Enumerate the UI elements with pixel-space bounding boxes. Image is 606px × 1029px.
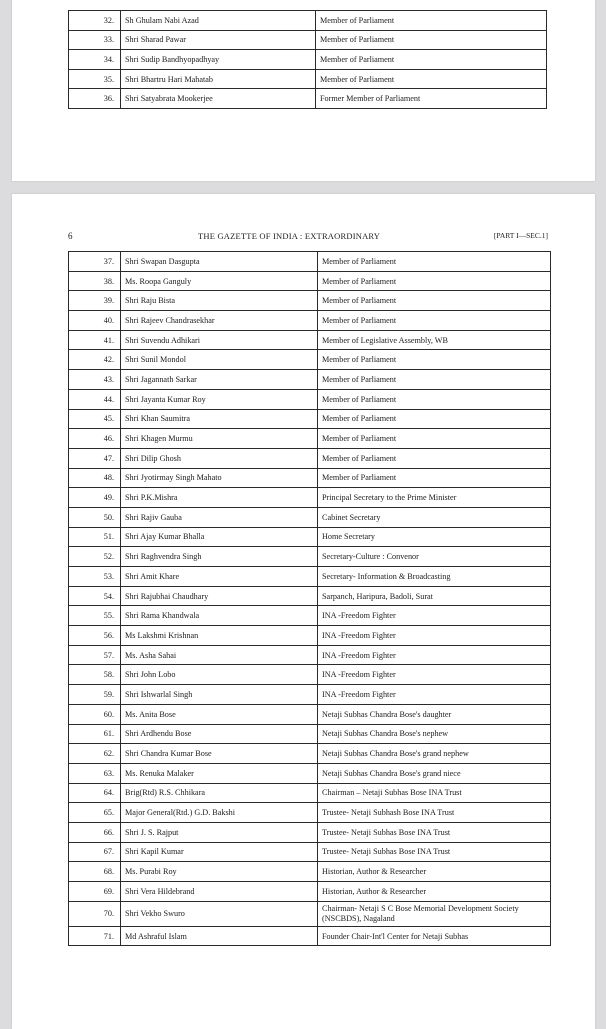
name-cell: Brig(Rtd) R.S. Chhikara (121, 783, 318, 803)
serial-number-cell: 50. (69, 507, 121, 527)
name-cell: Sh Ghulam Nabi Azad (121, 11, 316, 31)
table-row (69, 822, 551, 842)
serial-number-cell: 62. (69, 744, 121, 764)
designation-cell: Netaji Subhas Chandra Bose's daughter (318, 704, 551, 724)
designation-cell: Member of Parliament (318, 468, 551, 488)
designation-cell: Member of Parliament (318, 291, 551, 311)
designation-cell: Trustee- Netaji Subhas Bose INA Trust (318, 822, 551, 842)
serial-number-cell: 67. (69, 842, 121, 862)
table-row (69, 89, 547, 109)
name-cell: Shri J. S. Rajput (121, 822, 318, 842)
name-cell: Shri Raghvendra Singh (121, 547, 318, 567)
serial-number-cell: 41. (69, 330, 121, 350)
serial-number-cell: 40. (69, 311, 121, 331)
name-cell: Shri Sunil Mondol (121, 350, 318, 370)
designation-cell: Member of Parliament (318, 271, 551, 291)
designation-cell: Cabinet Secretary (318, 507, 551, 527)
name-cell: Ms. Anita Bose (121, 704, 318, 724)
table-row (69, 448, 551, 468)
name-cell: Shri Satyabrata Mookerjee (121, 89, 316, 109)
name-cell: Ms. Asha Sahai (121, 645, 318, 665)
page-header (68, 231, 548, 243)
name-cell: Shri Dilip Ghosh (121, 448, 318, 468)
serial-number-cell: 49. (69, 488, 121, 508)
serial-number-cell: 60. (69, 704, 121, 724)
name-cell: Shri Ishwarlal Singh (121, 685, 318, 705)
serial-number-cell: 47. (69, 448, 121, 468)
table-row (69, 724, 551, 744)
serial-number-cell: 59. (69, 685, 121, 705)
table-row (69, 409, 551, 429)
designation-cell: Chairman- Netaji S C Bose Memorial Development Society (NSCBDS), Nagaland (318, 901, 551, 926)
name-cell: Md Ashraful Islam (121, 926, 318, 946)
designation-cell: Member of Parliament (316, 11, 547, 31)
table-row (69, 842, 551, 862)
serial-number-cell: 45. (69, 409, 121, 429)
name-cell: Shri Rajeev Chandrasekhar (121, 311, 318, 331)
serial-number-cell: 36. (69, 89, 121, 109)
table-row (69, 69, 547, 89)
serial-number-cell: 48. (69, 468, 121, 488)
designation-cell: Secretary-Culture : Convenor (318, 547, 551, 567)
designation-cell: INA -Freedom Fighter (318, 685, 551, 705)
name-cell: Shri John Lobo (121, 665, 318, 685)
designation-cell: Member of Parliament (318, 448, 551, 468)
designation-cell: Historian, Author & Researcher (318, 862, 551, 882)
table-row (69, 252, 551, 272)
gazette-page-bottom (12, 194, 595, 1029)
name-cell: Shri Raju Bista (121, 291, 318, 311)
serial-number-cell: 54. (69, 586, 121, 606)
serial-number-cell: 58. (69, 665, 121, 685)
serial-number-cell: 69. (69, 882, 121, 902)
designation-cell: Netaji Subhas Chandra Bose's grand nephew (318, 744, 551, 764)
designation-cell: Principal Secretary to the Prime Minister (318, 488, 551, 508)
serial-number-cell: 42. (69, 350, 121, 370)
serial-number-cell: 55. (69, 606, 121, 626)
table-row (69, 862, 551, 882)
name-cell: Shri Amit Khare (121, 567, 318, 587)
table-row (69, 429, 551, 449)
designation-cell: INA -Freedom Fighter (318, 606, 551, 626)
name-cell: Shri Vekho Swuro (121, 901, 318, 926)
designation-cell: Member of Parliament (318, 409, 551, 429)
name-cell: Shri Chandra Kumar Bose (121, 744, 318, 764)
name-cell: Shri Khagen Murmu (121, 429, 318, 449)
serial-number-cell: 51. (69, 527, 121, 547)
designation-cell: Trustee- Netaji Subhas Bose INA Trust (318, 842, 551, 862)
table-row (69, 567, 551, 587)
table-row (69, 586, 551, 606)
part-section: [PART I—SEC.1] (493, 231, 548, 240)
designation-cell: Sarpanch, Haripura, Badoli, Surat (318, 586, 551, 606)
serial-number-cell: 33. (69, 30, 121, 50)
table-row (69, 507, 551, 527)
table-row (69, 30, 547, 50)
name-cell: Shri Rajiv Gauba (121, 507, 318, 527)
name-cell: Major General(Rtd.) G.D. Bakshi (121, 803, 318, 823)
designation-cell: Member of Parliament (316, 69, 547, 89)
name-cell: Shri Vera Hildebrand (121, 882, 318, 902)
designation-cell: Member of Parliament (318, 429, 551, 449)
designation-cell: INA -Freedom Fighter (318, 626, 551, 646)
members-table-top (68, 10, 547, 109)
serial-number-cell: 64. (69, 783, 121, 803)
table-row (69, 330, 551, 350)
serial-number-cell: 66. (69, 822, 121, 842)
table-row (69, 685, 551, 705)
name-cell: Ms. Roopa Ganguly (121, 271, 318, 291)
table-row (69, 291, 551, 311)
designation-cell: Former Member of Parliament (316, 89, 547, 109)
designation-cell: Member of Parliament (318, 350, 551, 370)
serial-number-cell: 35. (69, 69, 121, 89)
members-table-bottom (68, 251, 551, 946)
serial-number-cell: 71. (69, 926, 121, 946)
serial-number-cell: 56. (69, 626, 121, 646)
designation-cell: Netaji Subhas Chandra Bose's grand niece (318, 763, 551, 783)
designation-cell: Founder Chair-Int'l Center for Netaji Subhas (318, 926, 551, 946)
name-cell: Ms. Renuka Malaker (121, 763, 318, 783)
page-number: 6 (68, 231, 73, 241)
table-row (69, 311, 551, 331)
serial-number-cell: 32. (69, 11, 121, 31)
gazette-title: THE GAZETTE OF INDIA : EXTRAORDINARY (198, 231, 381, 241)
designation-cell: Historian, Author & Researcher (318, 882, 551, 902)
serial-number-cell: 57. (69, 645, 121, 665)
table-row (69, 488, 551, 508)
designation-cell: INA -Freedom Fighter (318, 665, 551, 685)
name-cell: Shri Jyotirmay Singh Mahato (121, 468, 318, 488)
serial-number-cell: 53. (69, 567, 121, 587)
name-cell: Shri Rajubhai Chaudhary (121, 586, 318, 606)
serial-number-cell: 61. (69, 724, 121, 744)
serial-number-cell: 43. (69, 370, 121, 390)
name-cell: Shri Sudip Bandhyopadhyay (121, 50, 316, 70)
table-row (69, 803, 551, 823)
table-row (69, 527, 551, 547)
designation-cell: Member of Legislative Assembly, WB (318, 330, 551, 350)
name-cell: Shri P.K.Mishra (121, 488, 318, 508)
name-cell: Shri Suvendu Adhikari (121, 330, 318, 350)
name-cell: Ms. Purabi Roy (121, 862, 318, 882)
table-row (69, 271, 551, 291)
gazette-page-top (12, 0, 595, 181)
table-row (69, 901, 551, 926)
serial-number-cell: 39. (69, 291, 121, 311)
table-row (69, 370, 551, 390)
name-cell: Shri Ardhendu Bose (121, 724, 318, 744)
serial-number-cell: 70. (69, 901, 121, 926)
table-row (69, 645, 551, 665)
table-row (69, 882, 551, 902)
table-row (69, 389, 551, 409)
name-cell: Shri Rama Khandwala (121, 606, 318, 626)
serial-number-cell: 46. (69, 429, 121, 449)
serial-number-cell: 68. (69, 862, 121, 882)
designation-cell: Netaji Subhas Chandra Bose's nephew (318, 724, 551, 744)
name-cell: Shri Jagannath Sarkar (121, 370, 318, 390)
serial-number-cell: 65. (69, 803, 121, 823)
serial-number-cell: 38. (69, 271, 121, 291)
name-cell: Shri Kapil Kumar (121, 842, 318, 862)
name-cell: Ms Lakshmi Krishnan (121, 626, 318, 646)
designation-cell: Member of Parliament (316, 30, 547, 50)
serial-number-cell: 63. (69, 763, 121, 783)
designation-cell: Member of Parliament (318, 252, 551, 272)
name-cell: Shri Khan Saumitra (121, 409, 318, 429)
table-row (69, 547, 551, 567)
designation-cell: Member of Parliament (316, 50, 547, 70)
designation-cell: Member of Parliament (318, 311, 551, 331)
table-row (69, 783, 551, 803)
table-row (69, 50, 547, 70)
designation-cell: Trustee- Netaji Subhash Bose INA Trust (318, 803, 551, 823)
table-row (69, 626, 551, 646)
serial-number-cell: 52. (69, 547, 121, 567)
designation-cell: Home Secretary (318, 527, 551, 547)
table-row (69, 926, 551, 946)
table-row (69, 468, 551, 488)
table-row (69, 744, 551, 764)
serial-number-cell: 44. (69, 389, 121, 409)
name-cell: Shri Bhartru Hari Mahatab (121, 69, 316, 89)
serial-number-cell: 34. (69, 50, 121, 70)
serial-number-cell: 37. (69, 252, 121, 272)
table-row (69, 704, 551, 724)
name-cell: Shri Sharad Pawar (121, 30, 316, 50)
table-row (69, 350, 551, 370)
name-cell: Shri Swapan Dasgupta (121, 252, 318, 272)
designation-cell: Member of Parliament (318, 389, 551, 409)
table-row (69, 763, 551, 783)
designation-cell: Chairman – Netaji Subhas Bose INA Trust (318, 783, 551, 803)
table-row (69, 11, 547, 31)
designation-cell: INA -Freedom Fighter (318, 645, 551, 665)
table-row (69, 665, 551, 685)
name-cell: Shri Jayanta Kumar Roy (121, 389, 318, 409)
designation-cell: Member of Parliament (318, 370, 551, 390)
table-row (69, 606, 551, 626)
name-cell: Shri Ajay Kumar Bhalla (121, 527, 318, 547)
designation-cell: Secretary- Information & Broadcasting (318, 567, 551, 587)
